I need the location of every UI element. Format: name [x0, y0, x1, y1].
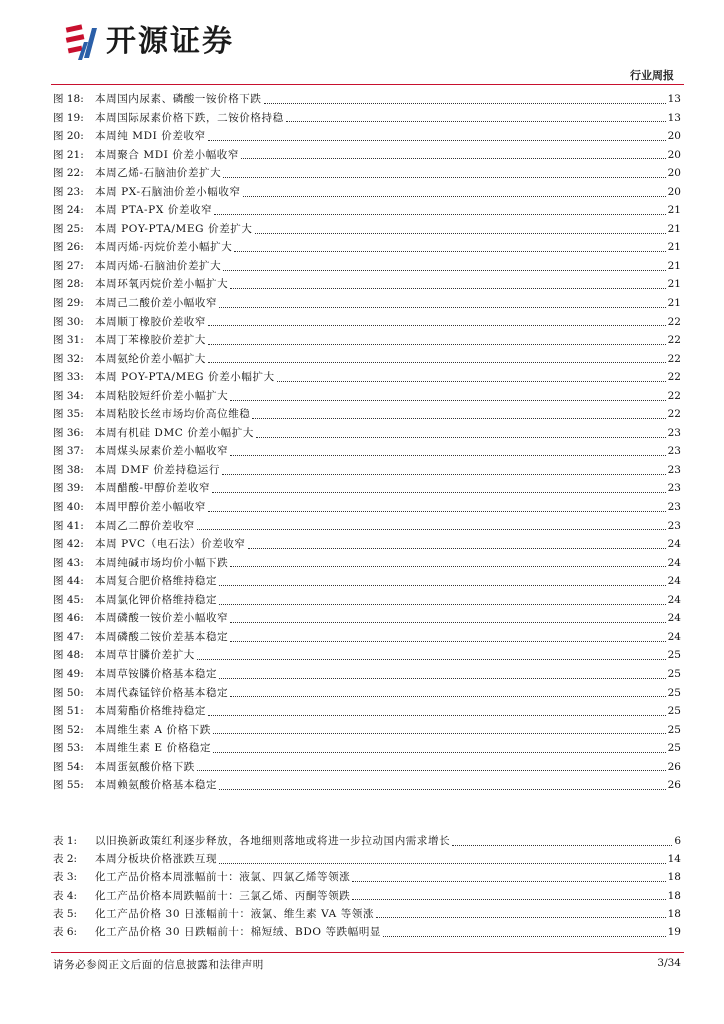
dot-leader — [219, 604, 666, 605]
dot-leader — [230, 455, 665, 456]
dot-leader — [230, 696, 665, 697]
entry-title: 本周粘胶长丝市场均价高位维稳 — [95, 408, 251, 421]
entry-number: 图 36: — [53, 426, 84, 439]
entry-number: 表 5: — [53, 907, 78, 920]
entry-title: 本周 POY-PTA/MEG 价差扩大 — [95, 222, 253, 235]
entry-title: 本周国内尿素、磷酸一铵价格下跌 — [95, 93, 262, 105]
footer-page-number: 3/34 — [657, 957, 681, 969]
dot-leader — [197, 529, 666, 530]
entry-number: 图 33: — [53, 371, 84, 384]
entry-number: 图 47: — [53, 630, 84, 643]
figure-index-entry[interactable] — [53, 387, 681, 406]
entry-page-number: 23 — [667, 445, 681, 458]
entry-page-number: 24 — [667, 556, 681, 569]
entry-title: 本周赖氨酸价格基本稳定 — [95, 779, 218, 792]
figure-index-entry[interactable] — [53, 313, 681, 332]
entry-number: 图 41: — [53, 519, 84, 532]
table-index-entry[interactable] — [53, 850, 681, 868]
entry-number: 图 25: — [53, 222, 84, 235]
entry-number: 图 46: — [53, 612, 84, 625]
figure-index-entry[interactable] — [53, 554, 681, 573]
figure-index-entry[interactable] — [53, 109, 681, 128]
entry-number: 图 31: — [53, 334, 84, 347]
entry-page-number: 20 — [667, 130, 681, 143]
table-index-list — [53, 832, 681, 941]
figure-index-entry[interactable] — [53, 776, 681, 795]
entry-number: 图 51: — [53, 705, 84, 718]
entry-number: 图 23: — [53, 185, 84, 198]
entry-page-number: 25 — [667, 649, 681, 662]
entry-title: 本周丙烯-石脑油价差扩大 — [95, 259, 222, 272]
entry-title: 化工产品价格本周跌幅前十：三氯乙烯、丙酮等领跌 — [95, 889, 351, 902]
entry-page-number: 22 — [667, 352, 681, 365]
entry-title: 本周乙二醇价差收窄 — [95, 519, 195, 532]
dot-leader — [241, 158, 666, 159]
entry-title: 本周分板块价格涨跌互现 — [95, 853, 218, 866]
entry-page-number: 21 — [667, 222, 681, 235]
entry-title: 本周纯 MDI 价差收窄 — [95, 130, 206, 143]
figure-index-entry[interactable] — [53, 127, 681, 146]
entry-title: 本周代森锰锌价格基本稳定 — [95, 686, 229, 699]
figure-index-entry[interactable] — [53, 628, 681, 647]
entry-number: 图 37: — [53, 445, 84, 458]
entry-number: 图 19: — [53, 111, 84, 124]
entry-title: 本周复合肥价格维持稳定 — [95, 575, 218, 588]
entry-page-number: 24 — [667, 575, 681, 588]
entry-number: 表 6: — [53, 925, 78, 938]
dot-leader — [230, 566, 665, 567]
entry-page-number: 20 — [667, 148, 681, 161]
figure-index-entry[interactable] — [53, 424, 681, 443]
dot-leader — [212, 492, 665, 493]
entry-title: 化工产品价格 30 日涨幅前十：液氯、维生素 VA 等领涨 — [95, 907, 375, 920]
brand-name: 开源证券 — [106, 24, 234, 59]
figure-index-entry[interactable] — [53, 164, 681, 183]
entry-title: 本周 PTA-PX 价差收窄 — [95, 204, 213, 217]
entry-number: 图 52: — [53, 723, 84, 736]
entry-page-number: 25 — [667, 742, 681, 755]
entry-title: 本周维生素 E 价格稳定 — [95, 742, 212, 755]
entry-page-number: 26 — [667, 760, 681, 773]
dot-leader — [219, 307, 666, 308]
table-index-entry[interactable] — [53, 832, 681, 850]
entry-number: 图 27: — [53, 259, 84, 272]
entry-title: 本周煤头尿素价差小幅收窄 — [95, 445, 229, 458]
entry-number: 表 4: — [53, 889, 78, 902]
figure-index-entry[interactable] — [53, 665, 681, 684]
entry-page-number: 6 — [674, 835, 681, 847]
entry-number: 图 28: — [53, 278, 84, 291]
dot-leader — [230, 622, 665, 623]
entry-page-number: 24 — [667, 630, 681, 643]
entry-title: 本周维生素 A 价格下跌 — [95, 723, 211, 736]
entry-page-number: 25 — [667, 686, 681, 699]
figure-index-entry[interactable] — [53, 275, 681, 294]
entry-page-number: 21 — [667, 241, 681, 254]
dot-leader — [248, 548, 666, 549]
figure-index-entry[interactable] — [53, 257, 681, 276]
entry-page-number: 26 — [667, 779, 681, 792]
entry-title: 本周有机硅 DMC 价差小幅扩大 — [95, 426, 254, 439]
entry-page-number: 22 — [667, 408, 681, 421]
entry-title: 本周国际尿素价格下跌，二铵价格持稳 — [95, 111, 284, 124]
figure-index-entry[interactable] — [53, 90, 681, 109]
figure-index-entry[interactable] — [53, 442, 681, 461]
entry-title: 化工产品价格 30 日跌幅前十：棉短绒、BDO 等跌幅明显 — [95, 925, 382, 938]
entry-page-number: 25 — [667, 723, 681, 736]
dot-leader — [197, 770, 666, 771]
entry-number: 图 21: — [53, 148, 84, 161]
entry-title: 本周 PX-石脑油价差小幅收窄 — [95, 185, 241, 198]
dot-leader — [219, 863, 666, 864]
dot-leader — [223, 270, 665, 271]
entry-page-number: 23 — [667, 482, 681, 495]
table-index-entry[interactable] — [53, 887, 681, 905]
figure-index-entry[interactable] — [53, 201, 681, 220]
entry-number: 图 29: — [53, 297, 84, 310]
entry-number: 表 2: — [53, 853, 78, 866]
figure-index-entry[interactable] — [53, 368, 681, 387]
entry-page-number: 13 — [667, 93, 681, 105]
dot-leader — [213, 733, 666, 734]
entry-number: 图 18: — [53, 93, 84, 105]
entry-title: 本周草铵膦价格基本稳定 — [95, 667, 218, 680]
entry-title: 本周氯化钾价格维持稳定 — [95, 593, 218, 606]
dot-leader — [383, 936, 666, 937]
figure-index-entry[interactable] — [53, 294, 681, 313]
dot-leader — [452, 845, 672, 846]
dot-leader — [230, 641, 665, 642]
entry-page-number: 24 — [667, 612, 681, 625]
entry-number: 图 48: — [53, 649, 84, 662]
dot-leader — [352, 899, 665, 900]
figure-index-entry[interactable] — [53, 479, 681, 498]
dot-leader — [234, 251, 665, 252]
entry-page-number: 20 — [667, 167, 681, 180]
entry-title: 本周己二酸价差小幅收窄 — [95, 297, 218, 310]
figure-index-entry[interactable] — [53, 517, 681, 536]
entry-number: 图 32: — [53, 352, 84, 365]
dot-leader — [252, 418, 665, 419]
figure-index-entry[interactable] — [53, 498, 681, 517]
entry-number: 表 3: — [53, 871, 78, 884]
dot-leader — [243, 196, 666, 197]
entry-title: 本周磷酸二铵价差基本稳定 — [95, 630, 229, 643]
dot-leader — [223, 177, 665, 178]
entry-number: 图 22: — [53, 167, 84, 180]
dot-leader — [208, 362, 666, 363]
table-index-entry[interactable] — [53, 868, 681, 886]
entry-title: 本周蛋氨酸价格下跌 — [95, 760, 195, 773]
dot-leader — [219, 789, 666, 790]
entry-page-number: 14 — [667, 853, 681, 866]
figure-index-entry[interactable] — [53, 331, 681, 350]
entry-title: 本周草甘膦价差扩大 — [95, 649, 195, 662]
dot-leader — [214, 214, 665, 215]
header-divider — [51, 84, 684, 85]
entry-title: 本周醋酸-甲醇价差收窄 — [95, 482, 211, 495]
entry-number: 图 45: — [53, 593, 84, 606]
entry-page-number: 24 — [667, 593, 681, 606]
dot-leader — [277, 381, 666, 382]
table-index-entry[interactable] — [53, 923, 681, 941]
dot-leader — [286, 121, 666, 122]
entry-title: 本周乙烯-石脑油价差扩大 — [95, 167, 222, 180]
table-index-entry[interactable] — [53, 905, 681, 923]
dot-leader — [208, 511, 666, 512]
entry-page-number: 21 — [667, 204, 681, 217]
entry-page-number: 24 — [667, 538, 681, 551]
dot-leader — [230, 400, 665, 401]
figure-index-entry[interactable] — [53, 535, 681, 554]
entry-number: 图 55: — [53, 779, 84, 792]
entry-page-number: 19 — [667, 925, 681, 938]
entry-title: 本周粘胶短纤价差小幅扩大 — [95, 389, 229, 402]
entry-number: 图 38: — [53, 463, 84, 476]
entry-title: 本周 DMF 价差持稳运行 — [95, 463, 220, 476]
footer-disclaimer: 请务必参阅正文后面的信息披露和法律声明 — [53, 959, 264, 971]
entry-title: 本周 PVC（电石法）价差收窄 — [95, 538, 246, 551]
entry-title: 本周丁苯橡胶价差扩大 — [95, 334, 206, 347]
entry-page-number: 22 — [667, 371, 681, 384]
figure-index-list — [53, 90, 681, 795]
entry-page-number: 21 — [667, 297, 681, 310]
dot-leader — [208, 344, 666, 345]
footer-divider — [51, 952, 684, 953]
entry-title: 本周环氧丙烷价差小幅扩大 — [95, 278, 229, 291]
entry-number: 图 24: — [53, 204, 84, 217]
entry-title: 本周 POY-PTA/MEG 价差小幅扩大 — [95, 371, 275, 384]
brand-logo — [64, 22, 234, 62]
figure-index-entry[interactable] — [53, 405, 681, 424]
entry-number: 图 26: — [53, 241, 84, 254]
entry-title: 本周顺丁橡胶价差收窄 — [95, 315, 206, 328]
entry-title: 本周丙烯-丙烷价差小幅扩大 — [95, 241, 233, 254]
entry-title: 化工产品价格本周涨幅前十：液氯、四氯乙烯等领涨 — [95, 871, 351, 884]
entry-number: 图 50: — [53, 686, 84, 699]
entry-page-number: 23 — [667, 519, 681, 532]
figure-index-entry[interactable] — [53, 609, 681, 628]
figure-index-entry[interactable] — [53, 739, 681, 758]
entry-number: 图 35: — [53, 408, 84, 421]
entry-number: 图 44: — [53, 575, 84, 588]
entry-page-number: 20 — [667, 185, 681, 198]
entry-title: 本周纯碱市场均价小幅下跌 — [95, 556, 229, 569]
dot-leader — [219, 585, 666, 586]
entry-page-number: 21 — [667, 278, 681, 291]
entry-number: 图 34: — [53, 389, 84, 402]
figure-index-entry[interactable] — [53, 461, 681, 480]
figure-index-entry[interactable] — [53, 684, 681, 703]
dot-leader — [255, 233, 666, 234]
dot-leader — [219, 678, 666, 679]
entry-number: 图 20: — [53, 130, 84, 143]
entry-page-number: 22 — [667, 389, 681, 402]
entry-number: 图 42: — [53, 538, 84, 551]
entry-number: 图 30: — [53, 315, 84, 328]
dot-leader — [208, 325, 666, 326]
entry-title: 本周聚合 MDI 价差小幅收窄 — [95, 148, 239, 161]
dot-leader — [208, 715, 666, 716]
entry-number: 图 40: — [53, 501, 84, 514]
entry-page-number: 18 — [667, 889, 681, 902]
figure-index-entry[interactable] — [53, 238, 681, 257]
dot-leader — [352, 881, 665, 882]
page-header — [0, 0, 724, 90]
figure-index-entry[interactable] — [53, 350, 681, 369]
entry-page-number: 21 — [667, 259, 681, 272]
figure-index-entry[interactable] — [53, 721, 681, 740]
dot-leader — [264, 103, 666, 104]
figure-index-entry[interactable] — [53, 758, 681, 777]
entry-number: 图 39: — [53, 482, 84, 495]
figure-index-entry[interactable] — [53, 220, 681, 239]
dot-leader — [376, 917, 666, 918]
entry-page-number: 23 — [667, 426, 681, 439]
figure-index-entry[interactable] — [53, 591, 681, 610]
entry-title: 本周氨纶价差小幅扩大 — [95, 352, 206, 365]
entry-page-number: 23 — [667, 463, 681, 476]
entry-page-number: 25 — [667, 667, 681, 680]
entry-page-number: 23 — [667, 501, 681, 514]
dot-leader — [213, 752, 666, 753]
dot-leader — [208, 140, 666, 141]
entry-page-number: 22 — [667, 334, 681, 347]
dot-leader — [197, 659, 666, 660]
figure-index-entry[interactable] — [53, 702, 681, 721]
dot-leader — [230, 288, 665, 289]
entry-number: 图 53: — [53, 742, 84, 755]
entry-title: 本周甲醇价差小幅收窄 — [95, 501, 206, 514]
entry-page-number: 22 — [667, 315, 681, 328]
entry-page-number: 13 — [667, 111, 681, 124]
figure-index-entry[interactable] — [53, 146, 681, 165]
entry-title: 本周磷酸一铵价差小幅收窄 — [95, 612, 229, 625]
entry-page-number: 18 — [667, 907, 681, 920]
brand-mark-icon — [64, 22, 98, 62]
dot-leader — [256, 437, 666, 438]
entry-number: 表 1: — [53, 835, 78, 847]
dot-leader — [222, 474, 666, 475]
report-category: 行业周报 — [630, 69, 674, 82]
figure-index-entry[interactable] — [53, 646, 681, 665]
entry-page-number: 25 — [667, 705, 681, 718]
entry-number: 图 43: — [53, 556, 84, 569]
entry-page-number: 18 — [667, 871, 681, 884]
figure-index-entry[interactable] — [53, 572, 681, 591]
entry-title: 以旧换新政策红利逐步释放，各地细则落地或将进一步拉动国内需求增长 — [95, 835, 451, 847]
entry-number: 图 49: — [53, 667, 84, 680]
entry-title: 本周菊酯价格维持稳定 — [95, 705, 206, 718]
entry-number: 图 54: — [53, 760, 84, 773]
figure-index-entry[interactable] — [53, 183, 681, 202]
